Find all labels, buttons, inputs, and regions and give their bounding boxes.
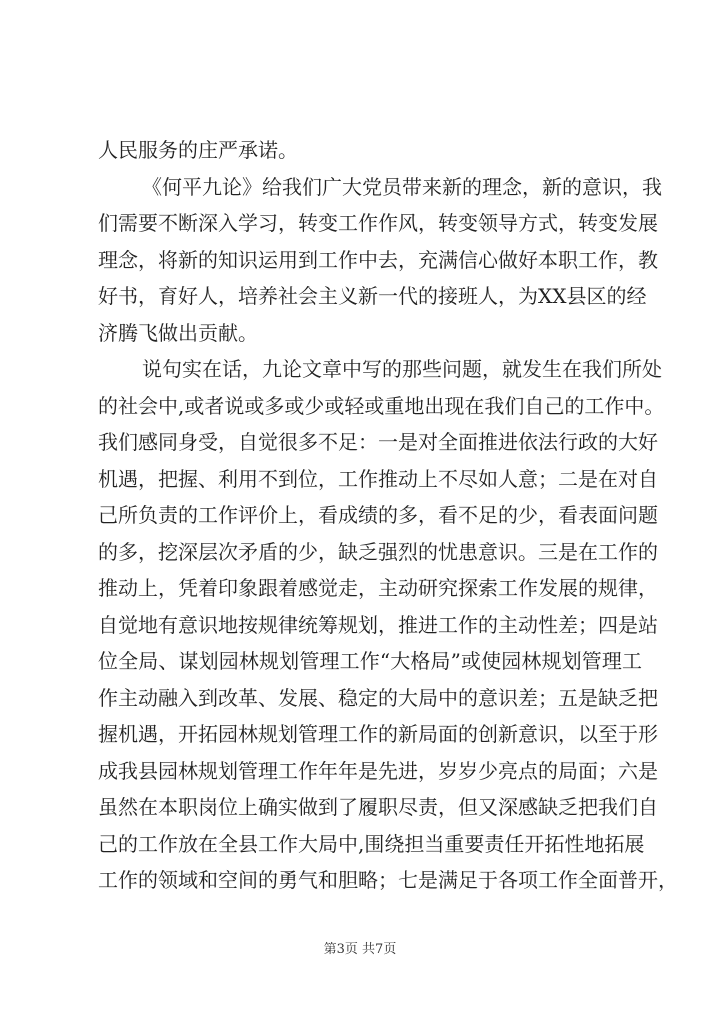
text-line: 推动上，凭着印象跟着感觉走，主动研究探索工作发展的规律， <box>98 576 658 600</box>
text-line: 理念，将新的知识运用到工作中去，充满信心做好本职工作，教 <box>98 247 658 272</box>
text-line: 的多，挖深层次矛盾的少，缺乏强烈的忧患意识。三是在工作的 <box>98 539 658 564</box>
text-line: 成我县园林规划管理工作年年是先进，岁岁少亮点的局面；六是 <box>98 758 658 783</box>
text-line: 握机遇，开拓园林规划管理工作的新局面的创新意识，以至于形 <box>98 722 658 746</box>
text-line: 自觉地有意识地按规律统筹规划，推进工作的主动性差；四是站 <box>98 612 658 637</box>
document-body <box>98 132 678 899</box>
text-line: 己所负责的工作评价上，看成绩的多，看不足的少，看表面问题 <box>98 503 658 527</box>
text-line: 作主动融入到改革、发展、稳定的大局中的意识差；五是缺乏把 <box>98 685 658 710</box>
text-line: 工作的领域和空间的勇气和胆略；七是满足于各项工作全面普开， <box>98 868 678 892</box>
text-line: 机遇，把握、利用不到位，工作推动上不尽如人意；二是在对自 <box>98 466 658 491</box>
text-line: 己的工作放在全县工作大局中,围绕担当重要责任开拓性地拓展 <box>98 831 645 856</box>
text-line: 《何平九论》给我们广大党员带来新的理念，新的意识，我 <box>142 174 662 199</box>
text-line: 我们感同身受，自觉很多不足：一是对全面推进依法行政的大好 <box>98 430 658 454</box>
text-line: 虽然在本职岗位上确实做到了履职尽责，但又深感缺乏把我们自 <box>98 795 658 819</box>
text-line: 位全局、谋划园林规划管理工作“大格局”或使园林规划管理工 <box>98 649 642 673</box>
text-line: 的社会中,或者说或多或少或轻或重地出现在我们自己的工作中。 <box>98 393 665 418</box>
text-line: 说句实在话，九论文章中写的那些问题，就发生在我们所处 <box>142 357 662 381</box>
text-line: 们需要不断深入学习，转变工作作风，转变领导方式，转变发展 <box>98 211 658 235</box>
text-line: 好书，育好人，培养社会主义新一代的接班人，为XX县区的经 <box>98 284 647 308</box>
text-line: 济腾飞做出贡献。 <box>98 320 258 345</box>
page-number-footer: 第3页 共7页 <box>323 942 397 957</box>
text-line: 人民服务的庄严承诺。 <box>98 138 298 162</box>
